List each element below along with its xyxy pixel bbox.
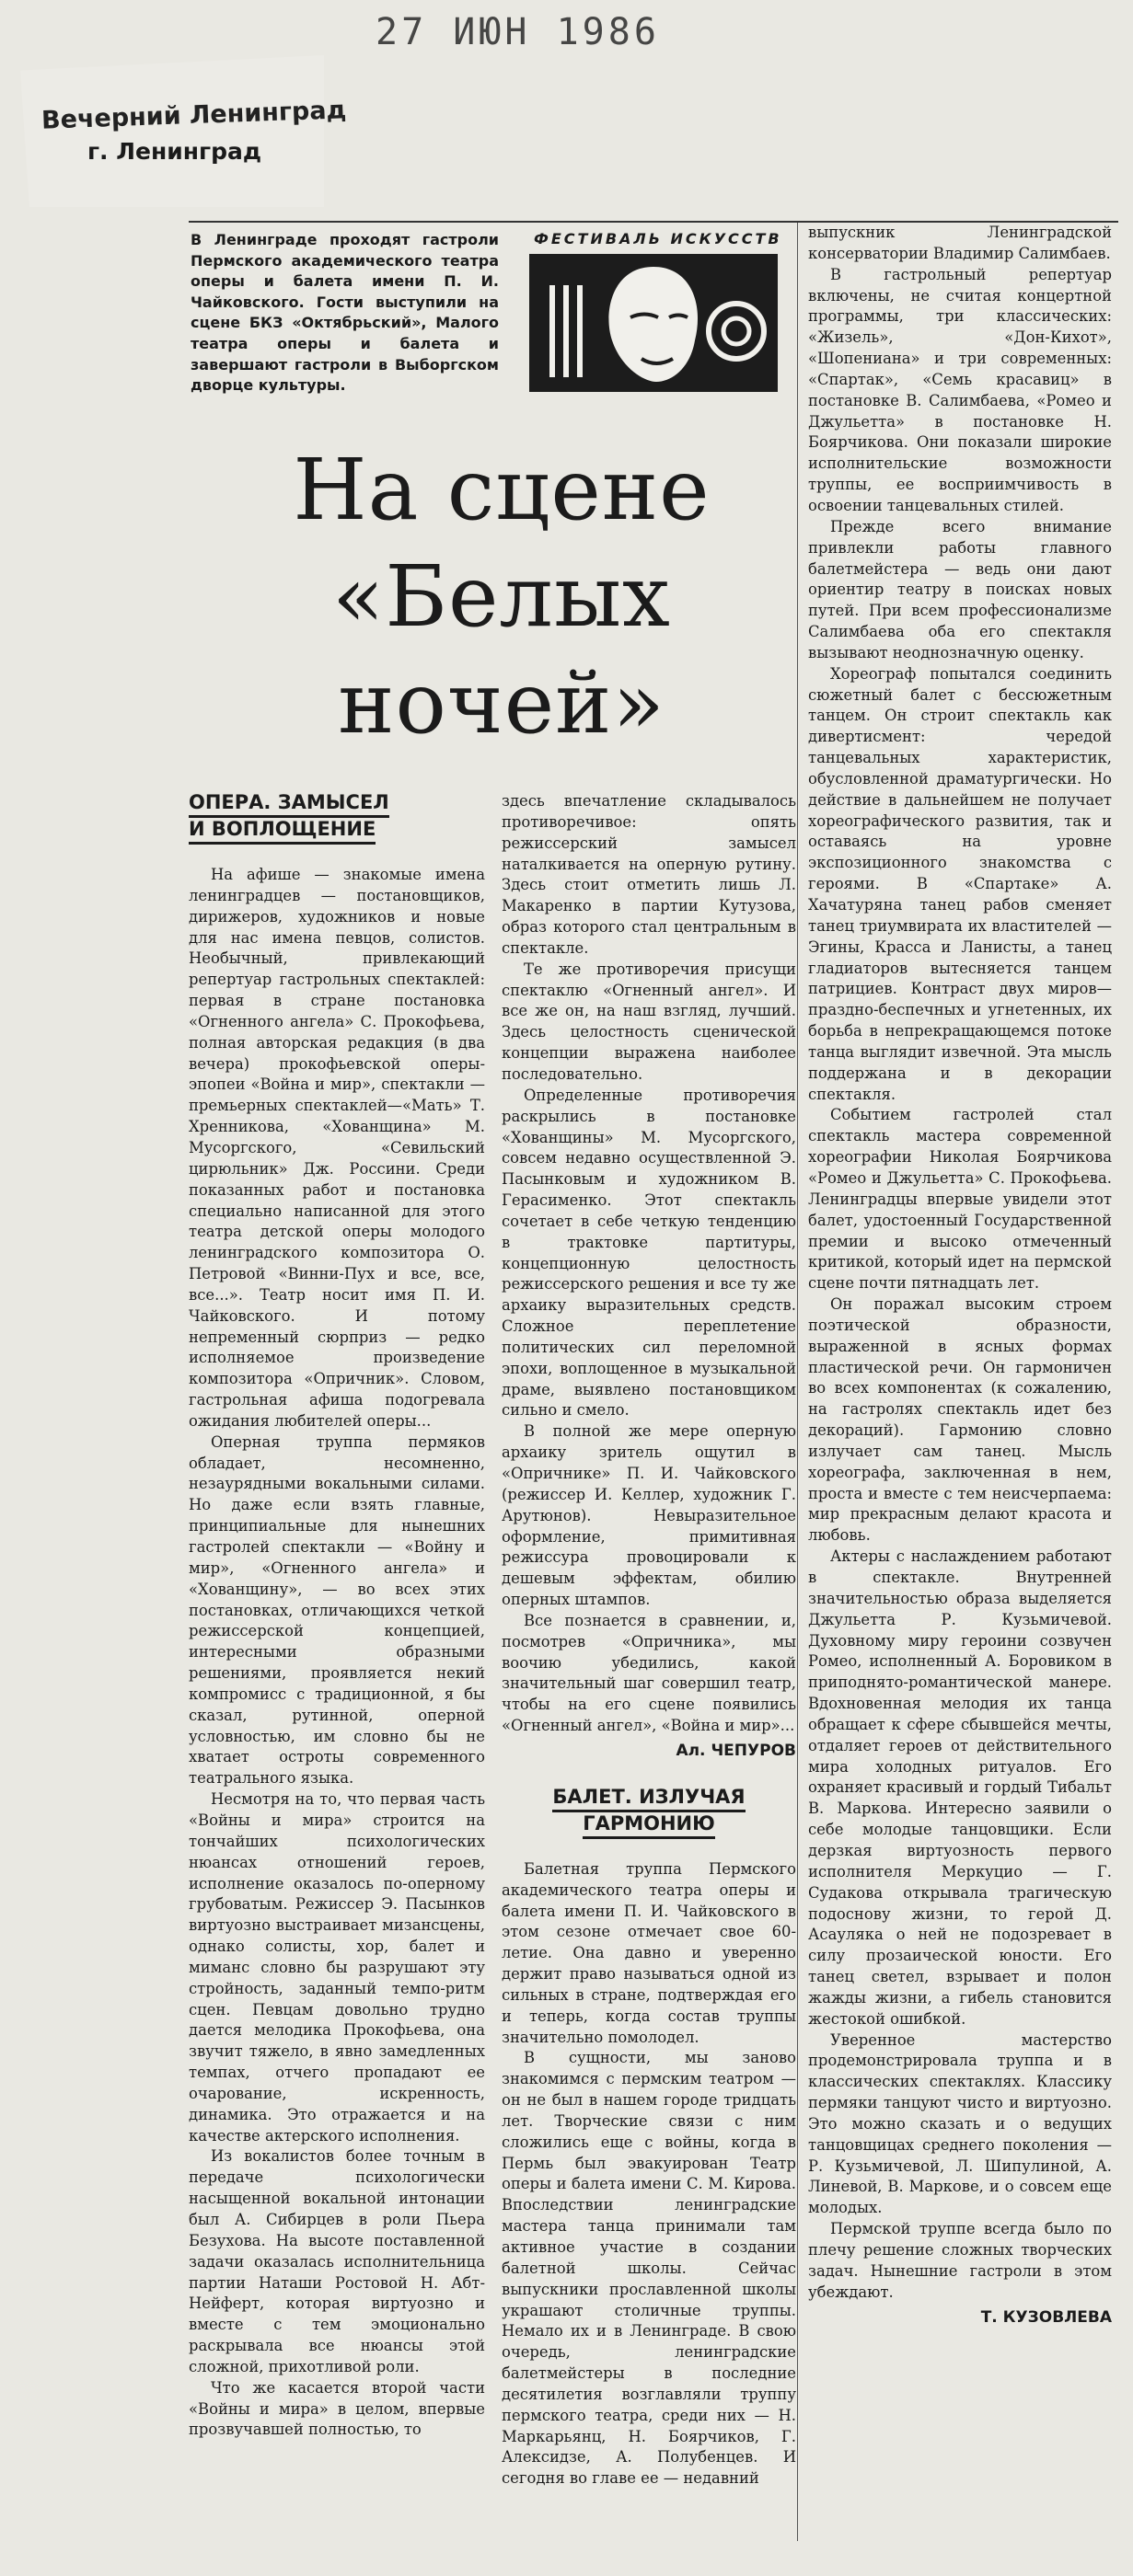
paragraph: В сущности, мы заново знакомимся с пермским театром — он не был в нашем городе тридцать лет. Творческие связи с ним сложились еще с войны, когда в Пермь был эвакуирован Театр оперы и балета имени С. М. Кирова. Впоследствии ленинградские мастера танца принимали там активное участие в создании балетной школы. Сейчас выпускники прославленной школы украшают столичные труппы. Немало их и в Ленинграде. В свою очередь, ленинградские балетмейстеры в последние десятилетия возглавляли труппу пермского театра, среди них — Н. Маркарьянц, Н. Боярчиков, Г. Алексидзе, А. Полубенцев. И сегодня во главе ее — недавний [502,2049,796,2488]
article1-column-1 [189,791,485,2441]
paragraph: Хореограф попытался соединить сюжетный балет с бессюжетным танцем. Он строит спектакль как дивертисмент: чередой танцевальных характеристик, обусловленной драматургически. Но действие в дальнейшем не получает хореографического развития, так и оставаясь на уровне экспозиционного знакомства с героями. В «Спартаке» А. Хачатуряна танец рабов сменяет танец триумвирата их властителей — Эгины, Красса и Ланисты, а танец гладиаторов вытесняется танцем патрициев. Контраст двух миров—праздно-беспечных и угнетенных, их борьба в непрекращающемся потоке танца выглядит извечной. Эта мысль поддержана и в декорации спектакля. [808,664,1112,1103]
headline-line-3: ночей» [338,654,665,753]
paragraph: Все познается в сравнении, и, посмотрев «Опричника», мы воочию убедились, какой значительный шаг совершил театр, чтобы на его сцене появились «Огненный ангел», «Война и мир»... [502,1611,796,1735]
festival-label: ФЕСТИВАЛЬ ИСКУССТВ [534,230,782,247]
paragraph: Он поражал высоким строем поэтической образности, выраженной в ясных формах пластической речи. Он гармоничен во всех компонентах (к сожалению, на гастролях спектакль идет без декораций). Гармонию словно излучает сам танец. Мысль хореографа, заключенная в нем, проста и вместе с тем неисчерпаема: мир прекрасным делают красота и любовь. [808,1295,1112,1545]
paragraph: Балетная труппа Пермского академического театра оперы и балета имени П. И. Чайковского в этом сезоне отмечает свое 60-летие. Она давно и уверенно держит право называться одной из сильных в стране, подтверждая его и теперь, когда состав труппы значительно помолодел. [502,1859,796,2046]
paragraph: Уверенное мастерство продемонстрировала труппа и в классических спектаклях. Классику пермяки танцуют чисто и виртуозно. Это можно сказать и о ведущих танцовщицах среднего поколения — Р. Кузьмичевой, Л. Шипулиной, А. Линевой, В. Маркове, и о совсем еще молодых. [808,2030,1112,2217]
article2-author: Т. КУЗОВЛЕВА [980,2307,1112,2327]
publication-name: Вечерний Ленинград [40,96,347,135]
article1-heading-line-1: ОПЕРА. ЗАМЫСЕЛ [189,791,389,818]
paragraph: На афише — знакомые имена ленинградцев — постановщиков, дирижеров, художников и новые для нас имена певцов, солистов. Необычный, привлекающий репертуар гастрольных спектаклей: первая в стране постановка «Огненного ангела» С. Прокофьева, полная авторская редакция (в два вечера) прокофьевской оперы-эпопеи «Война и мир», спектакли — премьерных спектаклей—«Мать» Т. Хренникова, «Хованщина» М. Мусоргского, «Севильский цирюльник» Дж. Россини. Среди показанных работ и постановка специально написанной для этого театра детской оперы молодого ленинградского композитора О. Петровой «Винни-Пух и все, все, все...». Театр носит имя П. И. Чайковского. И потому непременный сюрприз — редко исполняемое произведение композитора «Опричник». Словом, гастрольная афиша подогревала ожидания любителей оперы... [189,866,485,1430]
article1-column-2 [502,791,796,2490]
date-stamp: 27 ИЮН 1986 [376,11,660,53]
article2-heading [502,1786,796,1839]
paragraph: Актеры с наслаждением работают в спектакле. Внутренней значительностью образа выделяется Джульетта Р. Кузьмичевой. Духовному миру героини созвучен Ромео, исполненный А. Боровиком в приподнято-романтической манере. Вдохновенная мелодия их танца обращает к сфере сбывшейся мечты, отдаляет героев от действительного мира холодных ритуалов. Его охраняет красивый и гордый Тибальт В. Маркова. Интересно заявили о себе молодые танцовщики. Если дерзкая виртуозность первого исполнителя Меркуцио — Г. Судакова открывала трагическую подоснову жизни, то герой Д. Асауляка о ней не подозревает в силу прозаической юности. Его танец светел, взрывает и полон жажды жизни, а гибель становится жестокой ошибкой. [808,1547,1112,2028]
paragraph: Несмотря на то, что первая часть «Войны и мира» строится на тончайших психологических нюансах отношений героев, исполнение оказалось по-оперному грубоватым. Режиссер Э. Пасынков виртуозно выстраивает мизансцены, однако солисты, хор, балет и миманс словно бы разрушают эту стройность, заданный темпо-ритм сцен. Певцам довольно трудно дается мелодика Прокофьева, она звучит тяжело, в явно замедленных темпах, отчего пропадают ее очарование, искренность, динамика. Это отражается и на качестве актерского исполнения. [189,1790,485,2145]
paragraph: В гастрольный репертуар включены, не считая концертной программы, три классических: «Жизель», «Дон-Кихот», «Шопениана» и три современных: «Спартак», «Семь красавиц» в постановке В. Салимбаева, «Ромео и Джульетта» в постановке Н. Боярчикова. Они показали широкие исполнительские возможности труппы, ее восприимчивость в освоении танцевальных стилей. [808,265,1112,514]
paragraph: Те же противоречия присущи спектаклю «Огненный ангел». И все же он, на наш взгляд, лучший. Здесь целостность сценической концепции выражена наиболее последовательно. [502,960,796,1083]
paragraph: Событием гастролей стал спектакль мастера современной хореографии Николая Боярчикова «Ромео и Джульетта» С. Прокофьева. Ленинградцы впервые увидели этот балет, удостоенный Государственной премии и высоко отмеченный критикой, который идет на пермской сцене почти пятнадцать лет. [808,1106,1112,1293]
paragraph: выпускник Ленинградской консерватории Владимир Салимбаев. [808,224,1112,262]
lead-paragraph: В Ленинграде проходят гастроли Пермского академического театра оперы и балета имени П. И. Чайковского. Гости выступили на сцене БКЗ «Октябрьский», Малого театра оперы и балета и завершают гастроли в Выборгском дворце культуры. [191,231,499,395]
headline-line-1: На сцене [293,441,711,539]
paragraph: Из вокалистов более точным в передаче психологически насыщенной вокальной интонации был А. Сибирцев в роли Пьера Безухова. На высоте поставленной задачи оказалась исполнительница партии Наташи Ростовой Н. Абт-Нейферт, которая виртуозно и вместе с тем эмоционально раскрывала все нюансы этой сложной, прихотливой роли. [189,2147,485,2375]
article1-heading [189,791,485,845]
article2-column-3 [808,223,1112,2328]
article2-heading-line-2: ГАРМОНИЮ [583,1812,715,1839]
headline [189,437,815,757]
headline-line-2: «Белых [332,547,671,646]
article2-heading-line-1: БАЛЕТ. ИЗЛУЧАЯ [552,1786,745,1812]
article1-author: Ал. ЧЕПУРОВ [676,1741,796,1760]
paragraph: Пермской труппе всегда было по плечу решение сложных творческих задач. Нынешние гастроли в этом убеждают. [808,2220,1112,2301]
paragraph: Определенные противоречия раскрылись в постановке «Хованщины» М. Мусоргского, совсем недавно осуществленной Э. Пасынковым и художником В. Герасименко. Этот спектакль сочетает в себе четкую тенденцию в трактовке партитуры, концепционную целостность режиссерского решения и все ту же архаику выразительных средств. Сложное переплетение политических сил переломной эпохи, воплощенное в музыкальной драме, выявлено постановщиком сильно и смело. [502,1086,796,1420]
paragraph: Прежде всего внимание привлекли работы главного балетмейстера — ведь они дают ориентир театру в поисках новых путей. При всем профессионализме Салимбаева оба его спектакля вызывают неоднозначную оценку. [808,517,1112,661]
paragraph: здесь впечатление складывалось противоречивое: опять режиссерский замысел наталкивается на оперную рутину. Здесь стоит отметить лишь Л. Макаренко в партии Кутузова, образ которого стал центральным в спектакле. [502,792,796,957]
paragraph: В полной же мере оперную архаику зритель ощутил в «Опричнике» П. И. Чайковского (режиссер И. Келлер, художник Г. Арутюнов). Невыразительное оформление, примитивная режиссура провоцировали к дешевым эффектам, обилию оперных штампов. [502,1422,796,1609]
article1-heading-line-2: И ВОПЛОЩЕНИЕ [189,818,376,845]
theatre-mask-icon [511,230,796,405]
festival-emblem [511,230,796,405]
publication-city: г. Ленинград [87,138,262,165]
paragraph: Что же касается второй части «Войны и мира» в целом, впервые прозвучавшей полностью, то [189,2378,485,2439]
paragraph: Оперная труппа пермяков обладает, несомненно, незаурядными вокальными силами. Но даже если взять главные, принципиальные для нынешних гастролей спектакли — «Войну и мир», «Огненного ангела» и «Хованщину», — во всех этих постановках, отличающихся четкой режиссерской концепцией, интересными образными решениями, проявляется некий компромисс с традиционной, я бы сказал, рутинной, оперной условностью, им словно бы не хватает остроты современного театрального языка. [189,1432,485,1788]
